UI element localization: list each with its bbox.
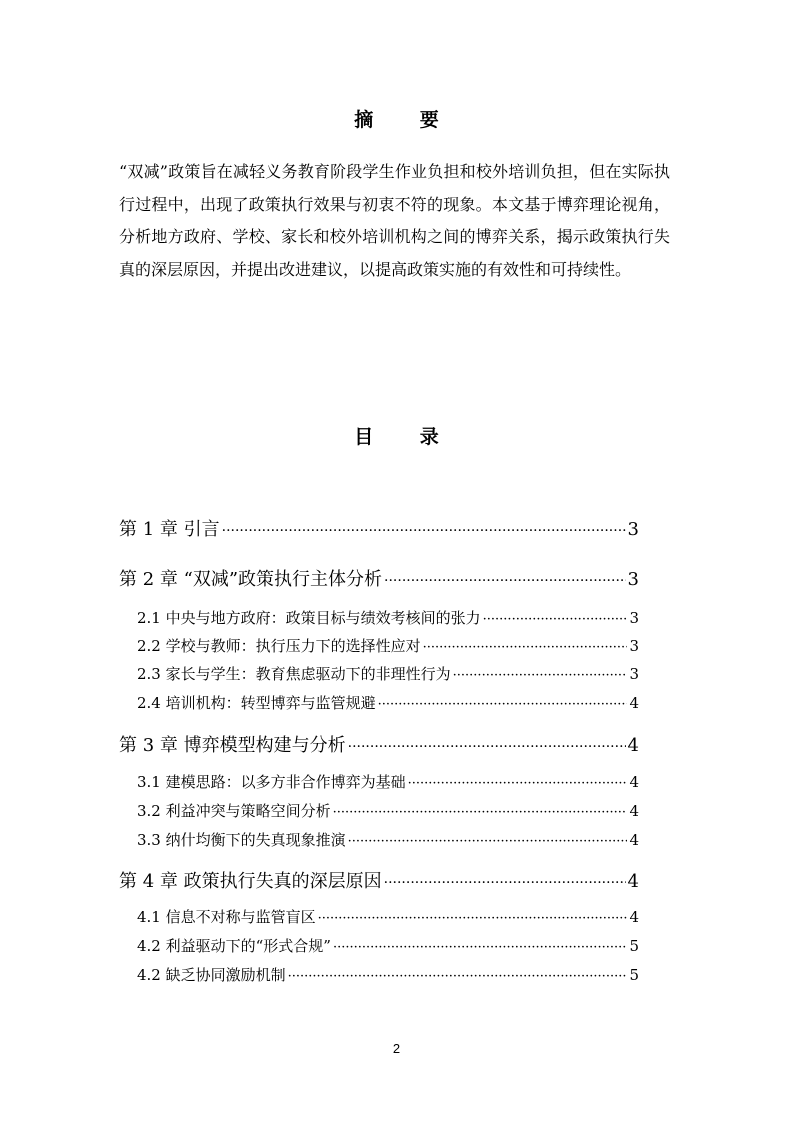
toc-entry-2-2[interactable] (137, 635, 639, 656)
toc-entry-3-2[interactable] (137, 800, 639, 821)
abstract-body: “双减”政策旨在减轻义务教育阶段学生作业负担和校外培训负担，但在实际执行过程中，出现了政策执行效果与初衷不符的现象。本文基于博弈理论视角，分析地方政府、学校、家长和校外培训机构之间的博弈关系，揭示政策执行失真的深层原因，并提出改进建议，以提高政策实施的有效性和可持续性。 (119, 162, 670, 279)
dot-leader (318, 911, 628, 926)
dot-leader (384, 573, 626, 589)
toc-entry-label: 3.2 利益冲突与策略空间分析 (137, 802, 331, 820)
toc-entry-ch3[interactable] (119, 731, 639, 757)
dot-leader (378, 697, 628, 712)
dot-leader (453, 668, 628, 683)
toc-entry-label: 4.2 缺乏协同激励机制 (137, 966, 286, 984)
toc-entry-2-1[interactable] (137, 607, 639, 628)
toc-entry-label: 4.1 信息不对称与监管盲区 (137, 908, 316, 926)
toc-entry-4-1[interactable] (137, 906, 639, 927)
toc-entry-label: 2.2 学校与教师：执行压力下的选择性应对 (137, 637, 421, 655)
toc-entry-label: 第 3 章 博弈模型构建与分析 (119, 735, 346, 756)
toc-entry-page: 5 (629, 966, 639, 984)
dot-leader (348, 834, 628, 849)
toc-entry-2-4[interactable] (137, 692, 639, 713)
dot-leader (222, 523, 626, 539)
toc-entry-label: 2.3 家长与学生：教育焦虑驱动下的非理性行为 (137, 665, 451, 683)
dot-leader (408, 776, 628, 791)
toc-entry-page: 3 (627, 519, 639, 540)
toc-entry-page: 4 (629, 802, 639, 820)
toc-title: 目 录 (354, 426, 459, 448)
toc-entry-4-2[interactable] (137, 935, 639, 956)
toc-entry-label: 第 2 章 “双减”政策执行主体分析 (119, 569, 383, 590)
toc-entry-page: 3 (629, 637, 639, 655)
toc-entry-label: 2.1 中央与地方政府：政策目标与绩效考核间的张力 (137, 609, 481, 627)
toc-entry-page: 3 (627, 569, 639, 590)
toc-entry-label: 3.3 纳什均衡下的失真现象推演 (137, 831, 346, 849)
toc-entry-label: 3.1 建模思路：以多方非合作博弈为基础 (137, 773, 406, 791)
toc-entry-3-3[interactable] (137, 829, 639, 850)
toc-entry-page: 4 (629, 694, 639, 712)
dot-leader (348, 739, 626, 755)
dot-leader (384, 875, 626, 891)
page-number: 2 (392, 1041, 401, 1056)
toc-entry-label: 第 1 章 引言 (119, 519, 220, 540)
abstract-title: 摘 要 (354, 109, 459, 131)
dot-leader (483, 612, 628, 627)
toc-entry-3-1[interactable] (137, 771, 639, 792)
toc-entry-ch1[interactable] (119, 515, 639, 541)
toc-entry-page: 5 (629, 937, 639, 955)
toc-entry-page: 3 (629, 665, 639, 683)
toc-entry-page: 4 (629, 831, 639, 849)
dot-leader (423, 640, 628, 655)
toc-entry-ch2[interactable] (119, 565, 639, 591)
toc-entry-label: 第 4 章 政策执行失真的深层原因 (119, 871, 382, 892)
toc-entry-ch4[interactable] (119, 867, 639, 893)
dot-leader (333, 805, 628, 820)
toc-entry-4-2b[interactable] (137, 964, 639, 985)
dot-leader (288, 969, 628, 984)
dot-leader (333, 940, 627, 955)
toc-entry-page: 4 (629, 773, 639, 791)
toc-entry-page: 4 (629, 908, 639, 926)
toc-entry-label: 4.2 利益驱动下的“形式合规” (137, 937, 331, 955)
toc-entry-page: 4 (627, 735, 639, 756)
toc-entry-label: 2.4 培训机构：转型博弈与监管规避 (137, 694, 376, 712)
toc-entry-page: 4 (627, 871, 639, 892)
toc-entry-2-3[interactable] (137, 663, 639, 684)
toc-entry-page: 3 (629, 609, 639, 627)
